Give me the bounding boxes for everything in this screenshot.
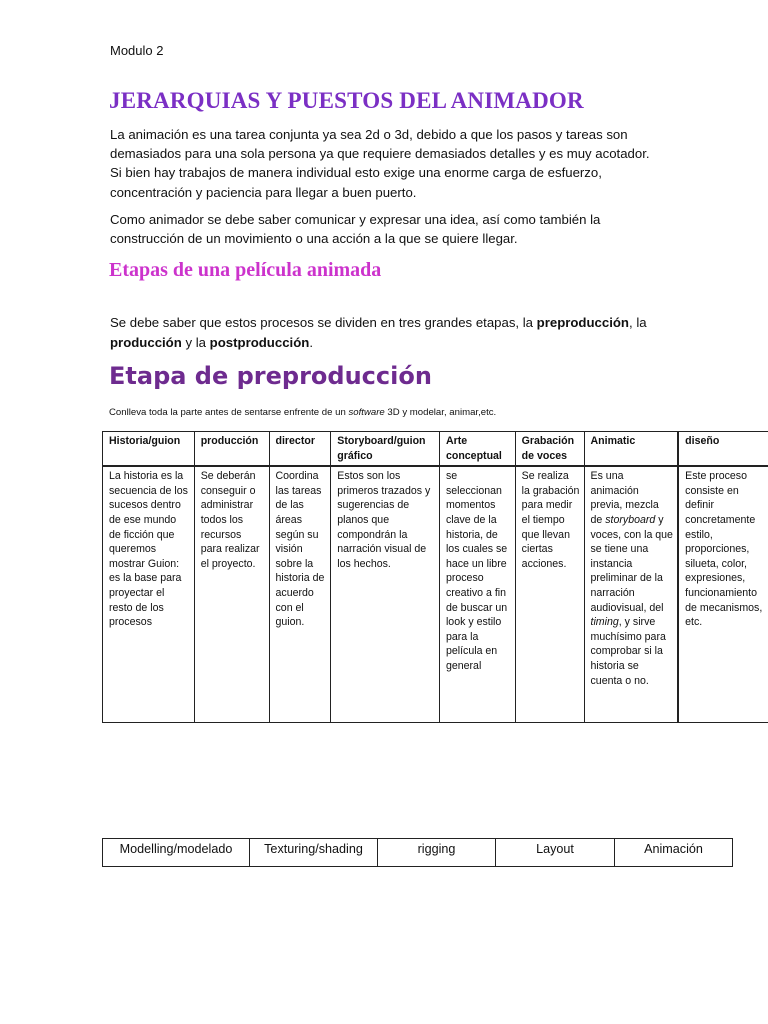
cell-diseno: [678, 466, 768, 722]
header-director: director: [269, 432, 331, 467]
preproduction-table: [102, 431, 768, 723]
table-row: [103, 839, 733, 867]
section-subtitle: Etapas de una película animada: [109, 259, 382, 281]
header-historia: Historia/guion: [103, 432, 195, 467]
animatic-italic: timing: [590, 616, 619, 629]
header-animatic: Animatic: [584, 432, 678, 467]
diseno-lead: Este proceso consiste en definir concretamente: [685, 470, 756, 526]
header-grabacion: Grabación de voces: [515, 432, 584, 467]
cell-director: Coordina las tareas de las áreas según su visión sobre la historia de acuerdo con el guion.: [269, 466, 331, 722]
stages-end: .: [309, 335, 313, 350]
cell-animatic: [584, 466, 678, 722]
stages-separator: , la: [629, 315, 647, 330]
cell-storyboard: Estos son los primeros trazados y sugerencias de planos que compondrán la narración visual de los hechos.: [331, 466, 440, 722]
table-header-row: [103, 432, 768, 467]
production-tools-table: [102, 838, 733, 867]
stage-production: producción: [110, 335, 182, 350]
animatic-italic: storyboard: [605, 513, 656, 526]
tool-texturing: Texturing/shading: [250, 839, 378, 867]
cell-historia: La historia es la secuencia de los sucesos dentro de ese mundo de ficción que queremos mostrar Guion: es la base para proyectar el resto de los procesos: [103, 466, 195, 722]
note-text: Conlleva toda la parte antes de sentarse enfrente de un: [109, 407, 349, 418]
module-label: Modulo 2: [110, 43, 164, 58]
animatic-text: , y sirve muchísimo para comprobar si la historia se cuenta o no.: [590, 616, 666, 687]
diseno-text: estilo, proporciones, silueta, color, expresiones, funcionamiento de mecanismos, etc.: [685, 528, 763, 629]
stage-postproduction: postproducción: [209, 335, 310, 350]
intro-paragraph: La animación es una tarea conjunta ya sea 2d o 3d, debido a que los pasos y tareas son demasiados para una sola persona ya que requiere demasiados detalles y es muy acotador. Si bien hay trabajos de manera individual esto exige una enorme carga de esfuerzo, concentración y paciencia para llegar a buen puerto.: [110, 127, 650, 200]
stages-paragraph: [110, 313, 670, 353]
header-arte: Arte conceptual: [439, 432, 515, 467]
tool-layout: Layout: [496, 839, 615, 867]
tool-modelling: Modelling/modelado: [103, 839, 250, 867]
table-row: [103, 466, 768, 722]
animatic-text: y voces, con la que se tiene una instancia preliminar de la narración audiovisual, del: [590, 513, 673, 614]
preproduction-note: [109, 407, 496, 418]
preproduction-heading: Etapa de preproducción: [109, 362, 432, 390]
cell-grabacion: Se realiza la grabación para medir el tiempo que llevan ciertas acciones.: [515, 466, 584, 722]
stages-separator: y la: [181, 335, 210, 350]
header-produccion: producción: [194, 432, 269, 467]
page-title: JERARQUIAS Y PUESTOS DEL ANIMADOR: [109, 88, 584, 113]
animatic-text: Es una animación previa, mezcla de: [590, 470, 659, 526]
stages-intro-text: Se debe saber que estos procesos se dividen en tres grandes etapas, la: [110, 315, 537, 330]
header-diseno: diseño: [678, 432, 768, 467]
stage-preproduction: preproducción: [536, 315, 629, 330]
cell-arte: se seleccionan momentos clave de la historia, de los cuales se hace un libre proceso creativo a fin de buscar un look y estilo para la película en general: [439, 466, 515, 722]
animator-paragraph: Como animador se debe saber comunicar y expresar una idea, así como también la construcción de un movimiento o una acción a la que se quiere llegar.: [110, 212, 601, 247]
cell-produccion: Se deberán conseguir o administrar todos los recursos para realizar el proyecto.: [194, 466, 269, 722]
note-text: 3D y modelar, animar,etc.: [384, 407, 497, 418]
header-storyboard: Storyboard/guion gráfico: [331, 432, 440, 467]
note-software: software: [348, 407, 385, 418]
tool-rigging: rigging: [378, 839, 496, 867]
tool-animacion: Animación: [615, 839, 733, 867]
